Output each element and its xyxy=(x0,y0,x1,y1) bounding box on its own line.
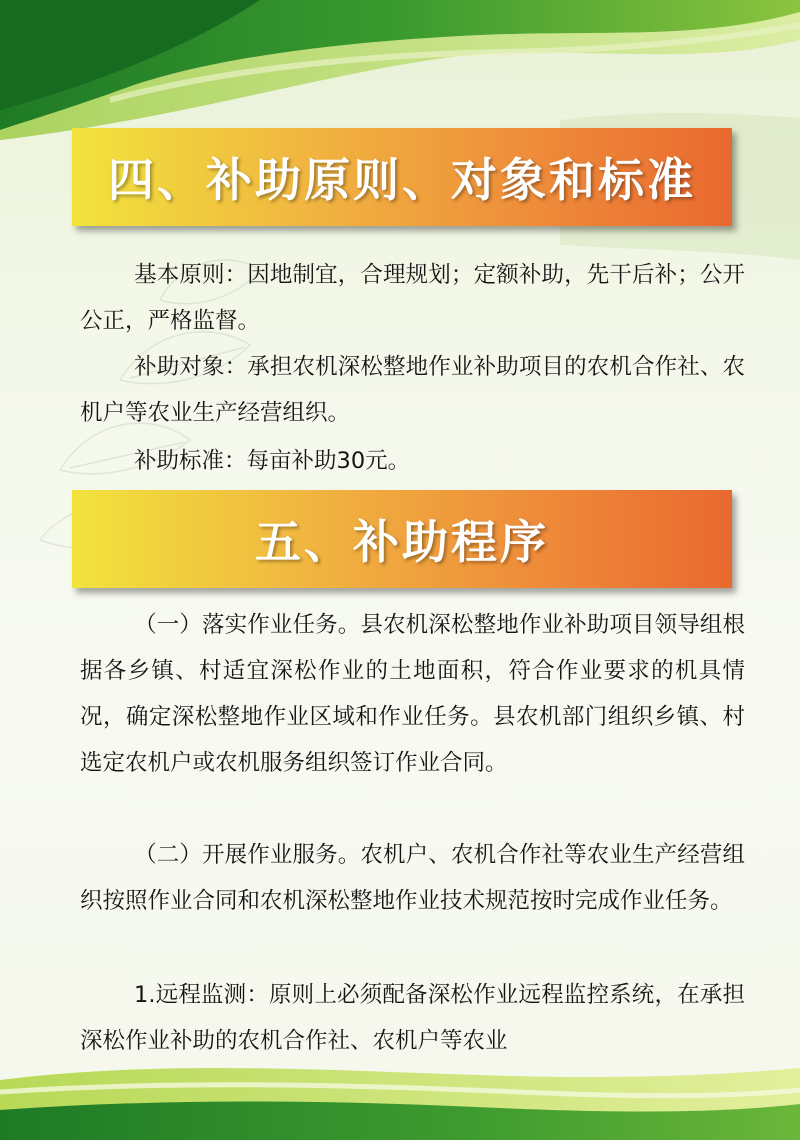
paragraph-subsidy-standard: 补助标准：每亩补助30元。 xyxy=(134,448,411,474)
section-4-heading: 四、补助原则、对象和标准 xyxy=(108,153,696,207)
paragraph-implement-tasks: （一）落实作业任务。县农机深松整地作业补助项目领导组根据各乡镇、村适宜深松作业的土地面积，符合作业要求的机具情况，确定深松整地作业区域和作业任务。县农机部门组织乡镇、村选定农机户或农机服务组织签订作业合同。 xyxy=(80,612,745,776)
paragraph-subsidy-target: 补助对象：承担农机深松整地作业补助项目的农机合作社、农机户等农业生产经营组织。 xyxy=(80,354,745,426)
paragraph-basic-principle: 基本原则：因地制宜，合理规划；定额补助，先干后补；公开公正，严格监督。 xyxy=(80,262,745,334)
section-5-banner xyxy=(72,490,732,588)
section-5-heading: 五、补助程序 xyxy=(255,515,549,569)
section-4-banner xyxy=(72,128,732,226)
paragraph-remote-monitoring: 1.远程监测：原则上必须配备深松作业远程监控系统，在承担深松作业补助的农机合作社、农机户等农业 xyxy=(80,982,745,1054)
paragraph-carry-out-services: （二）开展作业服务。农机户、农机合作社等农业生产经营组织按照作业合同和农机深松整地作业技术规范按时完成作业任务。 xyxy=(80,842,745,914)
